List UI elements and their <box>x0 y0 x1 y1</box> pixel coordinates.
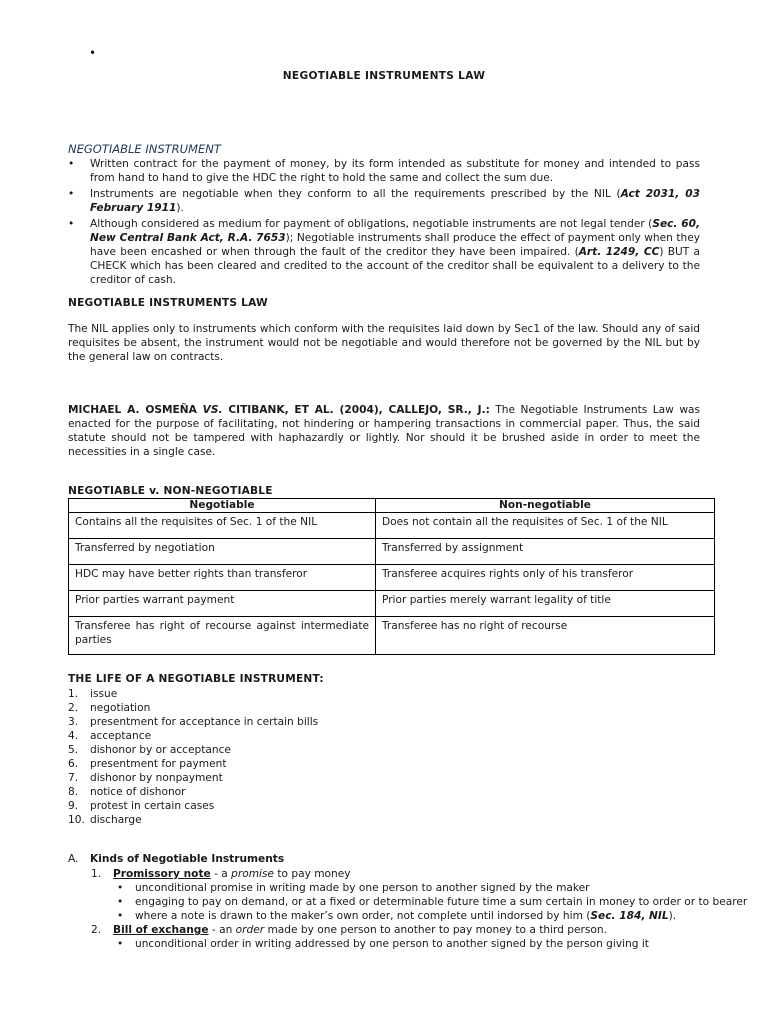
item-text: to pay money <box>274 868 351 880</box>
nil-heading: NEGOTIABLE INSTRUMENTS LAW <box>68 297 268 309</box>
term-name: Promissory note <box>113 868 211 880</box>
table-cell: Transferee has no right of recourse <box>376 617 715 655</box>
table-header-row <box>69 499 715 513</box>
column-header: Negotiable <box>69 499 376 513</box>
table-row <box>69 513 715 539</box>
item-number: 3. <box>68 716 79 728</box>
list-item: • unconditional promise in writing made by one person to another signed by the maker <box>113 881 747 895</box>
item-number: 7. <box>68 772 79 784</box>
list-item <box>113 909 747 923</box>
case-party: CITIBANK, ET AL. (2004), CALLEJO, SR., J.: <box>222 404 490 416</box>
comparison-heading: NEGOTIABLE v. NON-NEGOTIABLE <box>68 485 273 497</box>
table-row <box>69 539 715 565</box>
citation: Act 2031, 03 February 1911 <box>90 188 700 214</box>
document-title: NEGOTIABLE INSTRUMENTS LAW <box>282 70 486 82</box>
item-text: - an <box>208 924 236 936</box>
item-text: presentment for acceptance in certain bills <box>90 716 319 728</box>
table-cell: Contains all the requisites of Sec. 1 of the NIL <box>69 513 376 539</box>
list-item <box>68 813 318 827</box>
list-item <box>68 771 318 785</box>
item-number: 5. <box>68 744 79 756</box>
column-header: Non-negotiable <box>376 499 715 513</box>
term-emphasis: promise <box>231 868 275 880</box>
list-item <box>68 715 318 729</box>
item-text: discharge <box>90 814 142 826</box>
nil-paragraph: The NIL applies only to instruments which conform with the requisites laid down by Sec1 of the law. Should any of said requisites be absent, the instrument would not be negotiable and would therefore not be governed by the NIL but by the general law on contracts. <box>68 323 700 363</box>
item-number: 8. <box>68 786 79 798</box>
item-number: 9. <box>68 800 79 812</box>
term-emphasis: order <box>235 924 265 936</box>
item-text: made by one person to another to pay money to a third person. <box>264 924 607 936</box>
list-item: • unconditional order in writing addressed by one person to another signed by the person giving it <box>113 937 649 951</box>
bill-of-exchange-bullets <box>113 937 649 951</box>
table-row <box>69 617 715 655</box>
item-number: 1. <box>68 688 79 700</box>
item-text: issue <box>90 688 118 700</box>
item-number: 10. <box>68 814 85 826</box>
table-row <box>69 565 715 591</box>
table-cell: Transferred by assignment <box>376 539 715 565</box>
table-row <box>69 591 715 617</box>
list-item <box>68 187 700 215</box>
list-item: • engaging to pay on demand, or at a fixed or determinable future time a sum certain in money to order or to bearer <box>113 895 747 909</box>
bullet-text: ). <box>176 202 184 214</box>
item-number: 1. <box>91 868 102 880</box>
citation: Art. 1249, CC <box>578 246 660 258</box>
item-text: protest in certain cases <box>90 800 215 812</box>
list-item <box>68 757 318 771</box>
item-number: 2. <box>91 924 102 936</box>
case-text: The Negotiable Instruments Law was enacted for the purpose of facilitating, not hindering or hampering transactions in commercial paper. Thus, the said statute should not be tampered with haphazardly or lightly. Nor should it be brushed aside in order to meet the necessities in a single case. <box>68 404 700 458</box>
bullet-text: ). <box>668 910 677 922</box>
item-number: 6. <box>68 758 79 770</box>
table-cell: Does not contain all the requisites of Sec. 1 of the NIL <box>376 513 715 539</box>
item-text: - a <box>210 868 232 880</box>
bullet-text: ) BUT a CHECK which has been cleared and credited to the account of the creditor shall be equivalent to a delivery to the creditor of cash. <box>90 246 701 286</box>
list-item <box>68 785 318 799</box>
negotiable-instrument-heading: NEGOTIABLE INSTRUMENT <box>68 142 221 156</box>
bullet-text: Written contract for the payment of money, by its form intended as substitute for money and intended to pass from hand to hand to give the HDC the right to hold the same and collect the sum due. <box>90 158 700 184</box>
item-number: 2. <box>68 702 79 714</box>
comparison-table <box>68 498 715 655</box>
promissory-note-bullets <box>113 881 747 923</box>
item-number: 4. <box>68 730 79 742</box>
table-cell: Prior parties merely warrant legality of title <box>376 591 715 617</box>
bullet-text: where a note is drawn to the maker’s own order, not complete until indorsed by him ( <box>135 910 591 922</box>
negotiable-instrument-bullets <box>68 157 700 289</box>
life-list <box>68 687 318 827</box>
section-title: Kinds of Negotiable Instruments <box>90 853 285 865</box>
item-text: dishonor by or acceptance <box>90 744 231 756</box>
item-text: negotiation <box>90 702 151 714</box>
table-cell: HDC may have better rights than transferor <box>69 565 376 591</box>
section-letter: A. <box>68 853 79 865</box>
bullet-text: Instruments are negotiable when they conform to all the requirements prescribed by the NIL ( <box>90 188 621 200</box>
bullet-text: ); Negotiable instruments shall produce the effect of payment only when they have been encashed or when through the fault of the creditor they have been impaired. ( <box>90 232 700 258</box>
item-text: acceptance <box>90 730 152 742</box>
citation: Sec. 184, NIL <box>590 910 669 922</box>
list-item <box>68 687 318 701</box>
term-name: Bill of exchange <box>113 924 209 936</box>
list-item <box>68 701 318 715</box>
bullet-text: Although considered as medium for payment of obligations, negotiable instruments are not legal tender ( <box>90 218 653 230</box>
list-item <box>68 729 318 743</box>
list-item <box>68 157 700 185</box>
list-item <box>68 743 318 757</box>
item-text: dishonor by nonpayment <box>90 772 223 784</box>
life-heading: THE LIFE OF A NEGOTIABLE INSTRUMENT: <box>68 673 324 685</box>
list-item <box>68 799 318 813</box>
item-text: notice of dishonor <box>90 786 186 798</box>
case-vs: VS. <box>202 404 223 416</box>
item-text: presentment for payment <box>90 758 227 770</box>
table-cell: Prior parties warrant payment <box>69 591 376 617</box>
case-party: MICHAEL A. OSMEÑA <box>68 404 203 416</box>
stray-bullet: • <box>89 46 97 60</box>
table-cell: Transferred by negotiation <box>69 539 376 565</box>
table-cell: Transferee has right of recourse against intermediate parties <box>69 617 376 655</box>
list-item <box>68 217 700 287</box>
table-cell: Transferee acquires rights only of his transferor <box>376 565 715 591</box>
citation: Sec. 60, New Central Bank Act, R.A. 7653 <box>90 218 700 244</box>
case-paragraph <box>68 403 700 459</box>
